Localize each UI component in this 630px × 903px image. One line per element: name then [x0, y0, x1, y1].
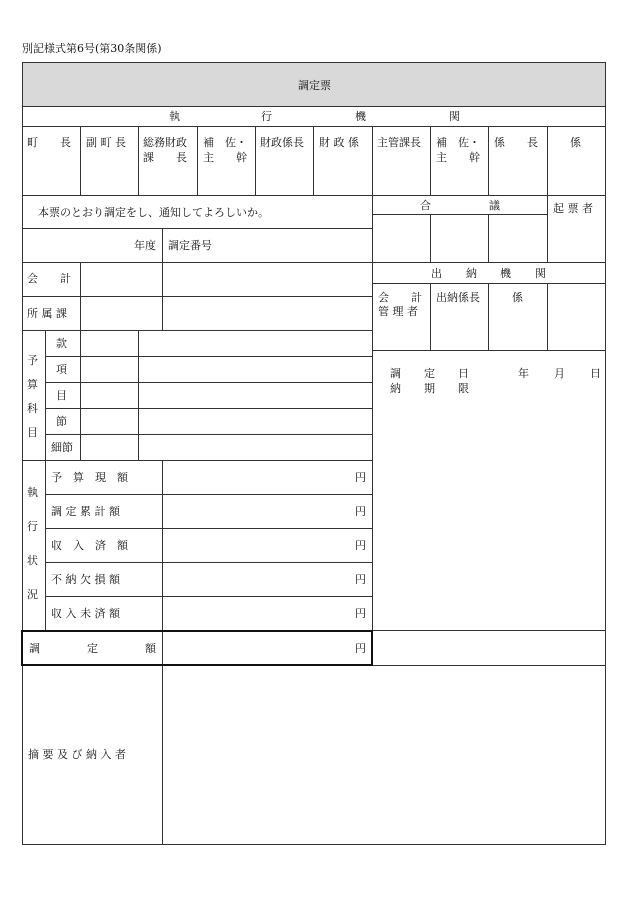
approver-zaisei-kakari: 財 政 係 — [319, 136, 359, 149]
kamoku-saisetsu: 細節 — [51, 441, 73, 454]
shikkou-joukyou-1: 執 — [27, 486, 38, 499]
approver-chocho: 町 長 — [27, 136, 71, 149]
yosan-label-3: 科 — [27, 402, 38, 415]
row-funou-kesson-unit: 円 — [355, 573, 366, 586]
request-text: 本票のとおり調定をし、通知してよろしいか。 — [38, 206, 269, 219]
row-shunyu-mizai: 収 入 未 済 額 — [51, 607, 120, 620]
shikkou-joukyou-3: 状 — [27, 554, 38, 567]
form-title: 調定票 — [298, 79, 331, 92]
kamoku-kou: 項 — [56, 363, 67, 376]
suitou-kakaricho: 出納係長 — [436, 291, 480, 304]
approver-shukan-kacho: 主管課長 — [377, 136, 421, 149]
shikkou-heading-4: 関 — [449, 110, 460, 123]
shikkou-heading-3: 機 — [355, 110, 366, 123]
kaikei-label: 会 計 — [27, 272, 71, 285]
approver-hosa-2: 主 幹 — [203, 151, 247, 164]
row-yosan-genkaku-unit: 円 — [355, 471, 366, 484]
kamoku-moku: 目 — [56, 389, 67, 402]
nouki-1: 納 — [390, 382, 401, 395]
row-shunyu-zumi: 収 入 済 額 — [51, 539, 128, 552]
approver-hosa-1: 補 佐・ — [203, 136, 247, 149]
chotei-gaku-unit: 円 — [355, 642, 366, 655]
aigi-2: 議 — [489, 199, 500, 212]
kamoku-kan: 款 — [56, 337, 67, 350]
nouki-3: 限 — [458, 382, 469, 395]
kaikei-kanrisha-1: 会 計 — [378, 291, 422, 304]
kamoku-setsu: 節 — [56, 415, 67, 428]
nendo-label: 年度 — [134, 239, 156, 252]
approver-somu-zaisei-2: 課 長 — [143, 151, 187, 164]
chotei-gaku-2: 定 — [87, 642, 98, 655]
suitou-heading-2: 納 — [466, 267, 477, 280]
chotei-gaku-3: 額 — [145, 642, 156, 655]
shozokuka-label: 所 属 課 — [27, 307, 67, 320]
date-year: 年 — [518, 367, 529, 380]
approver-hosa2-1: 補 佐・ — [436, 136, 480, 149]
yosan-label-4: 目 — [27, 426, 38, 439]
row-shunyu-zumi-unit: 円 — [355, 539, 366, 552]
suitou-heading-4: 関 — [535, 267, 546, 280]
choteibi-1: 調 — [390, 367, 401, 380]
choteibi-2: 定 — [424, 367, 435, 380]
chotei-bango-label: 調定番号 — [168, 239, 212, 252]
row-chotei-ruikei-unit: 円 — [355, 505, 366, 518]
date-day: 日 — [590, 367, 601, 380]
kaikei-kanrisha-2: 管 理 者 — [378, 305, 418, 318]
yosan-label-2: 算 — [27, 378, 38, 391]
row-yosan-genkaku: 予 算 現 額 — [51, 471, 128, 484]
shikkou-heading-1: 執 — [169, 110, 180, 123]
approver-zaisei-kakaricho: 財政係長 — [260, 136, 304, 149]
shikkou-joukyou-4: 況 — [27, 588, 38, 601]
row-funou-kesson: 不 納 欠 損 額 — [51, 573, 120, 586]
suitou-heading-3: 機 — [500, 267, 511, 280]
approver-fukuchocho: 副 町 長 — [86, 136, 126, 149]
chotei-gaku-1: 調 — [29, 642, 40, 655]
kihyosha-label: 起 票 者 — [553, 202, 593, 215]
row-chotei-ruikei: 調 定 累 計 額 — [51, 505, 120, 518]
approver-hosa2-2: 主 幹 — [436, 151, 480, 164]
row-shunyu-mizai-unit: 円 — [355, 607, 366, 620]
approver-kakari: 係 — [570, 136, 581, 149]
nouki-2: 期 — [424, 382, 435, 395]
approver-somu-zaisei-1: 総務財政 — [143, 136, 187, 149]
form-number-header: 別記様式第6号(第30条関係) — [22, 42, 162, 55]
shikkou-joukyou-2: 行 — [27, 520, 38, 533]
aigi-1: 合 — [420, 199, 431, 212]
suitou-heading-1: 出 — [431, 267, 442, 280]
suitou-kakari: 係 — [512, 291, 523, 304]
shikkou-heading-2: 行 — [261, 110, 272, 123]
approver-kakaricho: 係 長 — [494, 136, 538, 149]
choteibi-3: 日 — [458, 367, 469, 380]
yosan-label-1: 予 — [27, 354, 38, 367]
chotei-gaku-box — [21, 630, 373, 666]
date-month: 月 — [554, 367, 565, 380]
tekiyo-label: 摘 要 及 び 納 入 者 — [28, 748, 126, 761]
